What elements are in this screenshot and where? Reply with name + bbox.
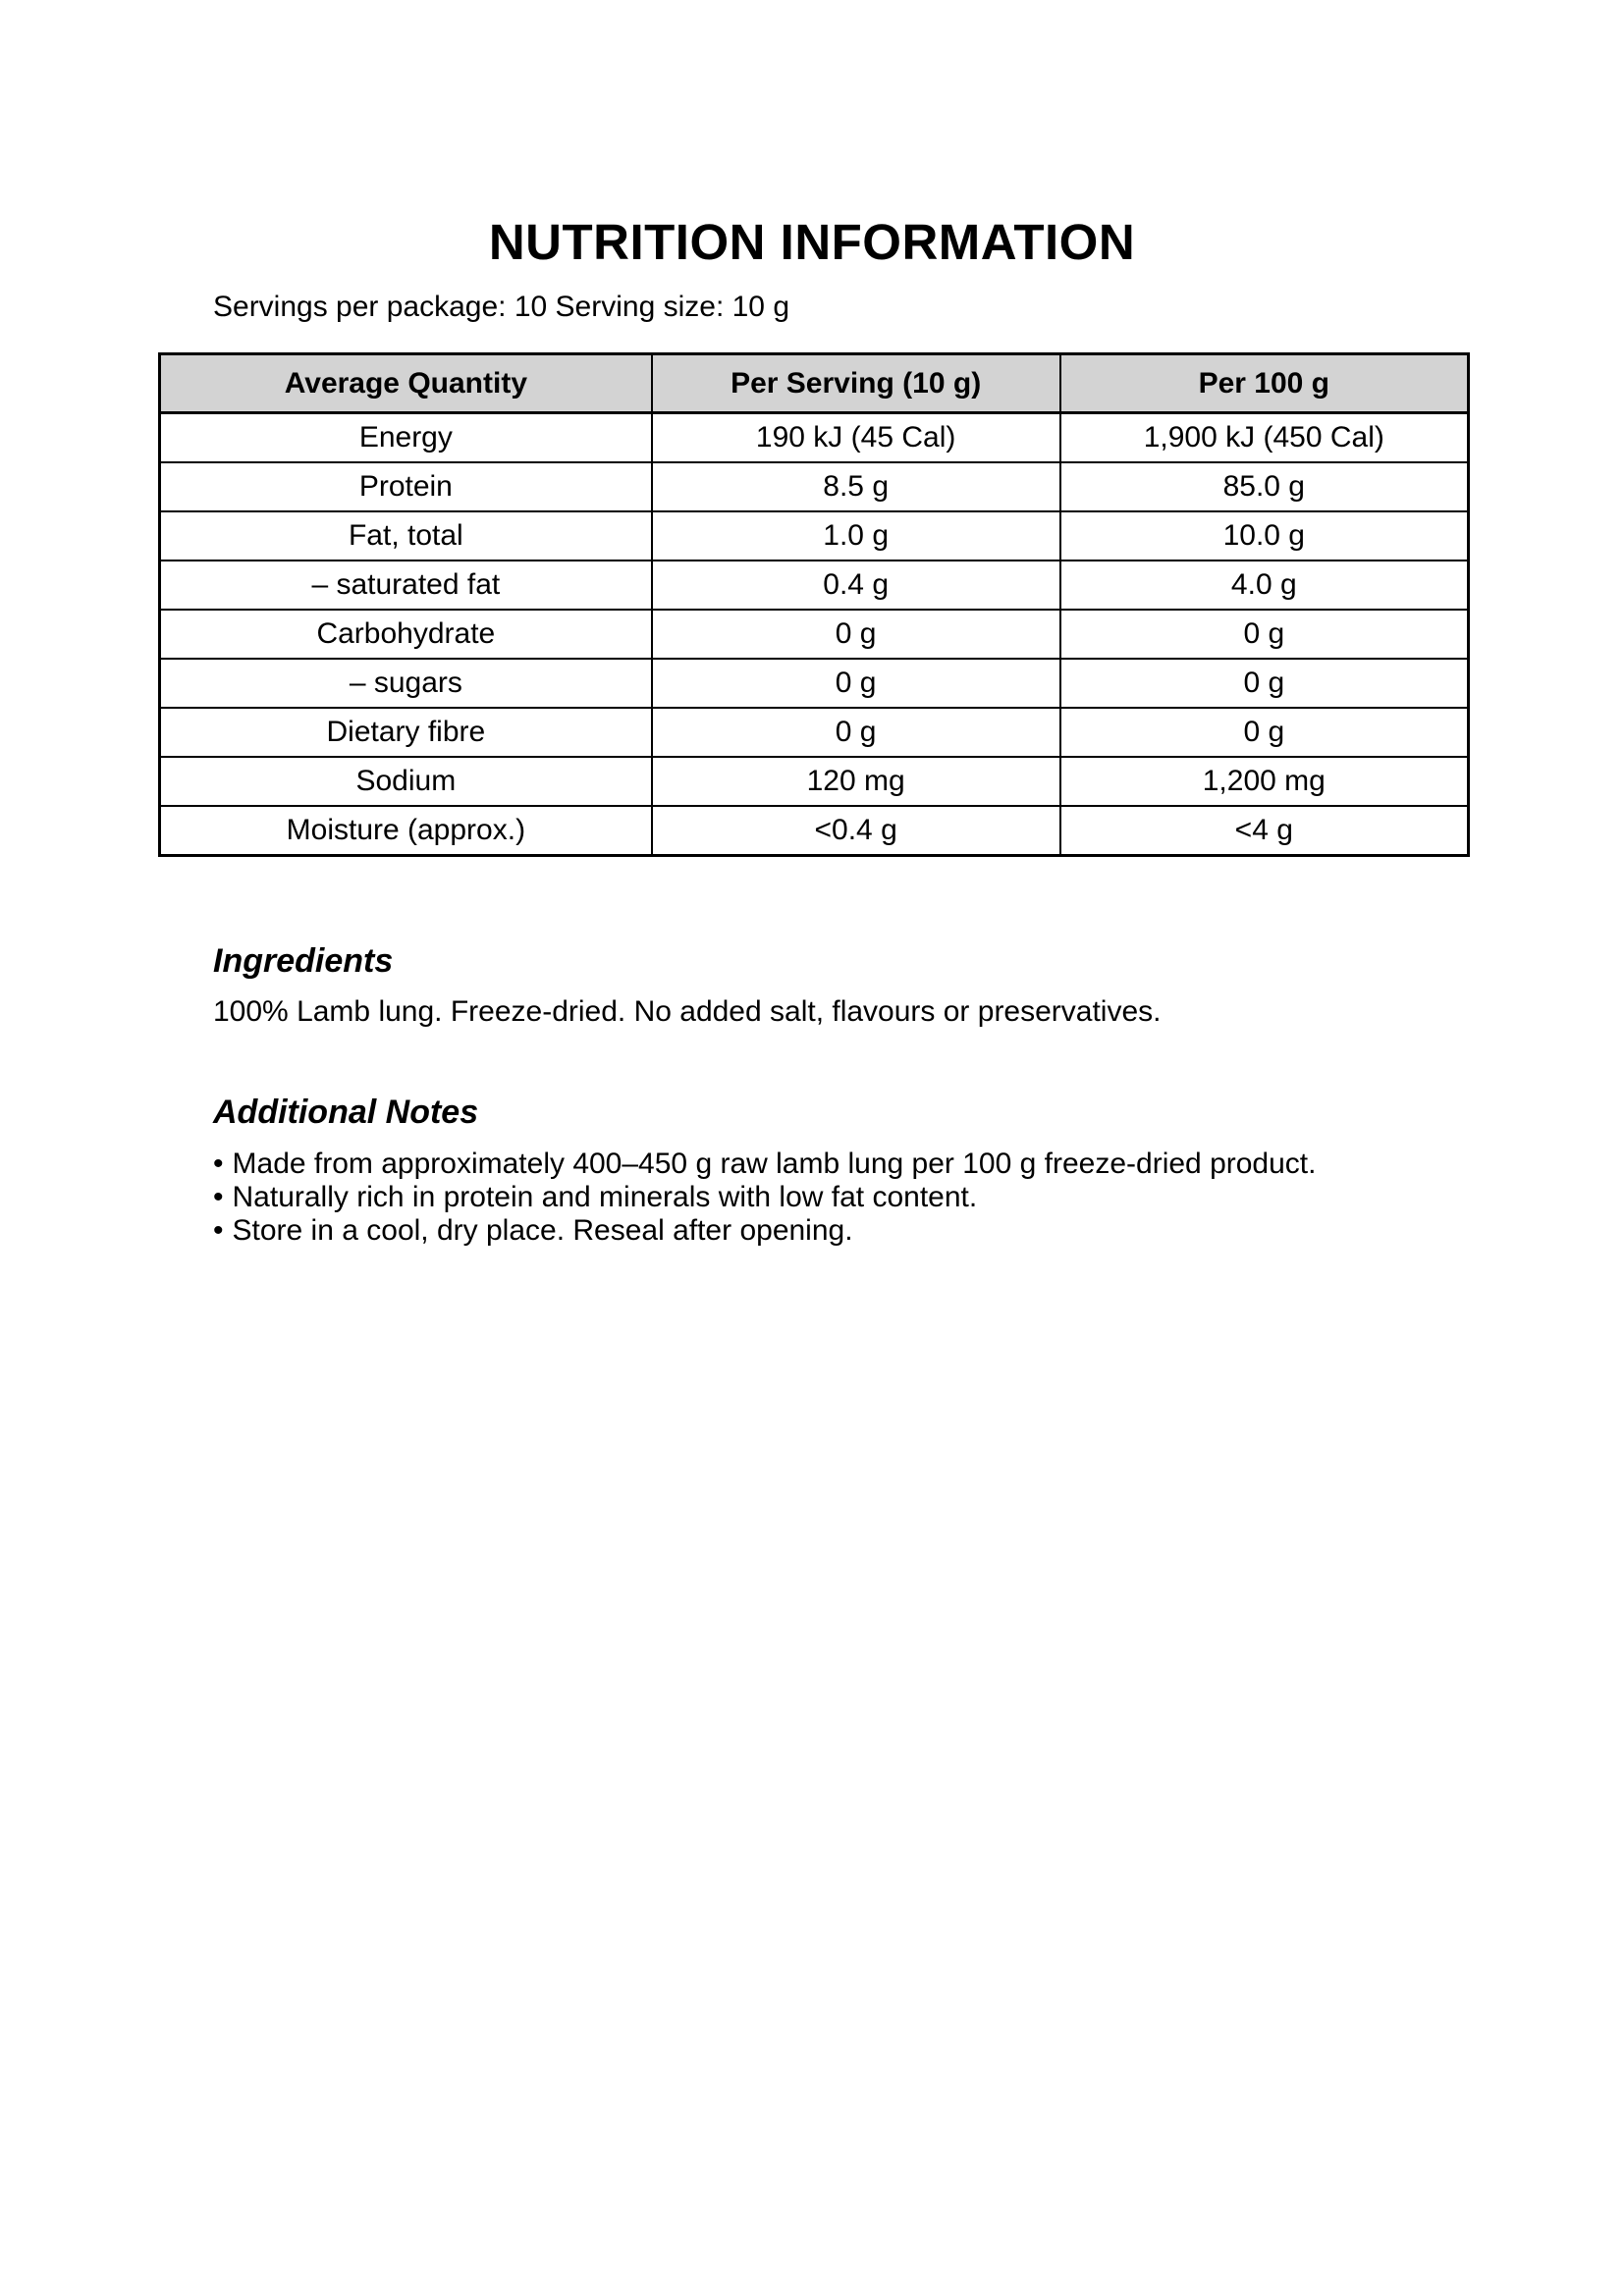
table-row-sodium <box>160 757 1469 806</box>
row-label: Energy <box>160 413 652 463</box>
per-serving-value: 0 g <box>652 659 1060 708</box>
bullet-icon: • <box>213 1181 224 1213</box>
per-100g-value: 0 g <box>1060 610 1469 659</box>
note-text: Made from approximately 400–450 g raw lamb lung per 100 g freeze-dried product. <box>232 1148 1317 1180</box>
note-text: Store in a cool, dry place. Reseal after opening. <box>232 1214 853 1247</box>
row-label: – saturated fat <box>160 561 652 610</box>
note-text: Naturally rich in protein and minerals with low fat content. <box>232 1181 978 1213</box>
nutrition-table <box>158 352 1470 857</box>
row-label: Dietary fibre <box>160 708 652 757</box>
col-header-average-quantity: Average Quantity <box>160 354 652 413</box>
table-row-fat-total <box>160 511 1469 561</box>
note-line <box>213 1148 1467 1181</box>
servings-line: Servings per package: 10 Serving size: 10 g <box>213 291 790 323</box>
per-100g-value: <4 g <box>1060 806 1469 856</box>
per-100g-value: 0 g <box>1060 659 1469 708</box>
per-100g-value: 1,200 mg <box>1060 757 1469 806</box>
ingredients-body: 100% Lamb lung. Freeze-dried. No added salt, flavours or preservatives. <box>213 995 1162 1028</box>
per-serving-value: <0.4 g <box>652 806 1060 856</box>
note-line <box>213 1181 1467 1214</box>
notes-heading: Additional Notes <box>213 1094 479 1131</box>
ingredients-heading: Ingredients <box>213 942 394 980</box>
row-label: Fat, total <box>160 511 652 561</box>
row-label: Sodium <box>160 757 652 806</box>
per-serving-value: 1.0 g <box>652 511 1060 561</box>
nutrition-table-header <box>160 354 1469 413</box>
per-serving-value: 120 mg <box>652 757 1060 806</box>
notes-list <box>213 1148 1467 1248</box>
col-header-per-100g: Per 100 g <box>1060 354 1469 413</box>
per-100g-value: 10.0 g <box>1060 511 1469 561</box>
per-100g-value: 85.0 g <box>1060 462 1469 511</box>
table-row-protein <box>160 462 1469 511</box>
table-row-saturated-fat <box>160 561 1469 610</box>
per-100g-value: 1,900 kJ (450 Cal) <box>1060 413 1469 463</box>
per-serving-value: 0 g <box>652 610 1060 659</box>
row-label: – sugars <box>160 659 652 708</box>
col-header-per-serving: Per Serving (10 g) <box>652 354 1060 413</box>
per-serving-value: 0 g <box>652 708 1060 757</box>
table-row-dietary-fibre <box>160 708 1469 757</box>
table-row-carbohydrate <box>160 610 1469 659</box>
per-serving-value: 190 kJ (45 Cal) <box>652 413 1060 463</box>
per-100g-value: 0 g <box>1060 708 1469 757</box>
row-label: Carbohydrate <box>160 610 652 659</box>
table-row-moisture <box>160 806 1469 856</box>
header-row <box>160 354 1469 413</box>
table-row-energy <box>160 413 1469 463</box>
per-serving-value: 0.4 g <box>652 561 1060 610</box>
note-line <box>213 1214 1467 1248</box>
bullet-icon: • <box>213 1214 224 1247</box>
nutrition-table-body <box>160 413 1469 856</box>
row-label: Protein <box>160 462 652 511</box>
per-100g-value: 4.0 g <box>1060 561 1469 610</box>
row-label: Moisture (approx.) <box>160 806 652 856</box>
per-serving-value: 8.5 g <box>652 462 1060 511</box>
table-row-sugars <box>160 659 1469 708</box>
page-title: NUTRITION INFORMATION <box>488 214 1136 270</box>
bullet-icon: • <box>213 1148 224 1180</box>
